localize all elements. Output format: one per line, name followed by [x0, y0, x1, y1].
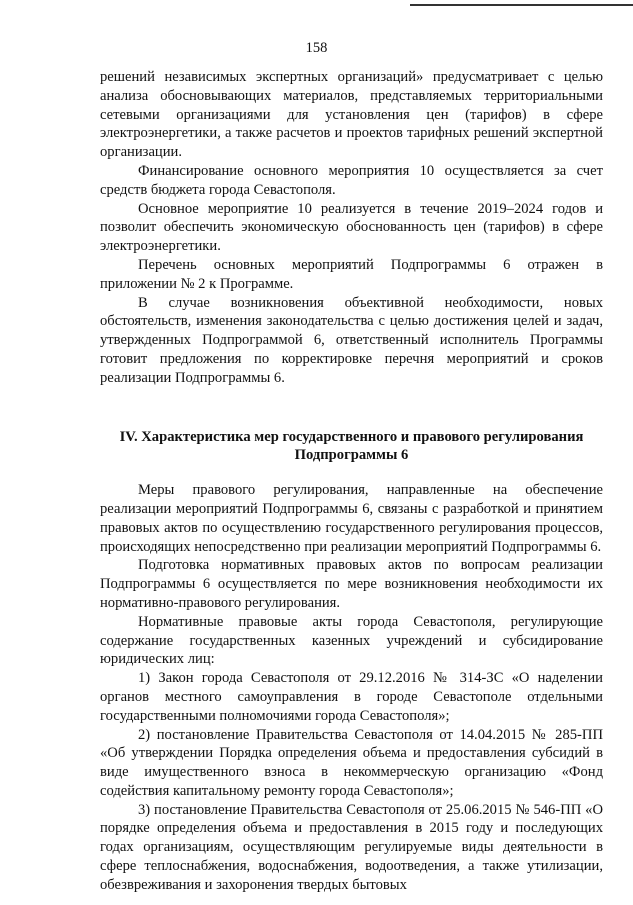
- paragraph-continuation: решений независимых экспертных организаций» предусматривает с целью анализа обосновывающих материалов, представляемых территориальными сетевыми организациями для установления цен (тарифов) в сфере электроэнергетики, а также расчетов и проектов тарифных решений экспертной организации.: [100, 69, 603, 161]
- paragraph-list-reference: Перечень основных мероприятий Подпрограммы 6 отражен в приложении № 2 к Программе.: [100, 256, 603, 292]
- paragraph-preparation: Подготовка нормативных правовых актов по вопросам реализации Подпрограммы 6 осуществляется по мере возникновения необходимости их нормативно-правового регулирования.: [100, 557, 603, 611]
- paragraph-timeline: Основное мероприятие 10 реализуется в течение 2019–2024 годов и позволит обеспечить экономическую обоснованность цен (тарифов) в сфере электроэнергетики.: [100, 200, 603, 255]
- paragraph-regulatory-acts: Нормативные правовые акты города Севастополя, регулирующие содержание государственных казенных учреждений и субсидирование юридических лиц:: [100, 613, 603, 668]
- section-heading-line-1: IV. Характеристика мер государственного и правового регулирования: [119, 428, 584, 445]
- document-body: [100, 68, 603, 895]
- list-item-3: 3) постановление Правительства Севастополя от 25.06.2015 № 546-ПП «О порядке определения объема и предоставления в 2015 году и последующих годах организациям, осуществляющим регулируемые виды деятельности в сфере теплоснабжения, водоснабжения, водоотведения, а также утилизации, обезвреживания и захоронения твердых бытовых: [100, 801, 603, 893]
- page-number: 158: [305, 40, 328, 56]
- paragraph-adjustments: В случае возникновения объективной необходимости, новых обстоятельств, изменения законодательства с целью достижения целей и задач, утвержденных Подпрограммой 6, ответственный исполнитель Программы готовит предложения по корректировке перечня мероприятий и сроков реализации Подпрограммы 6.: [100, 294, 603, 386]
- section-heading: [100, 428, 603, 466]
- section-heading-line-2: Подпрограммы 6: [294, 447, 409, 464]
- list-item-2: 2) постановление Правительства Севастополя от 14.04.2015 № 285-ПП «Об утверждении Порядка определения объема и предоставления субсидий в виде имущественного взноса в некоммерческую организацию «Фонд содействия капитальному ремонту города Севастополя»;: [100, 726, 603, 799]
- list-item-1: 1) Закон города Севастополя от 29.12.2016 № 314-ЗС «О наделении органов местного самоуправления в городе Севастополе отдельными государственными полномочиями города Севастополя»;: [100, 670, 603, 724]
- paragraph-funding: Финансирование основного мероприятия 10 осуществляется за счет средств бюджета города Севастополя.: [100, 162, 603, 198]
- paragraph-legal-measures: Меры правового регулирования, направленные на обеспечение реализации мероприятий Подпрограммы 6, связаны с разработкой и принятием правовых актов по осуществлению государственного регулирования процессов, происходящих непосредственно при реализации мероприятий Подпрограммы 6.: [100, 482, 603, 555]
